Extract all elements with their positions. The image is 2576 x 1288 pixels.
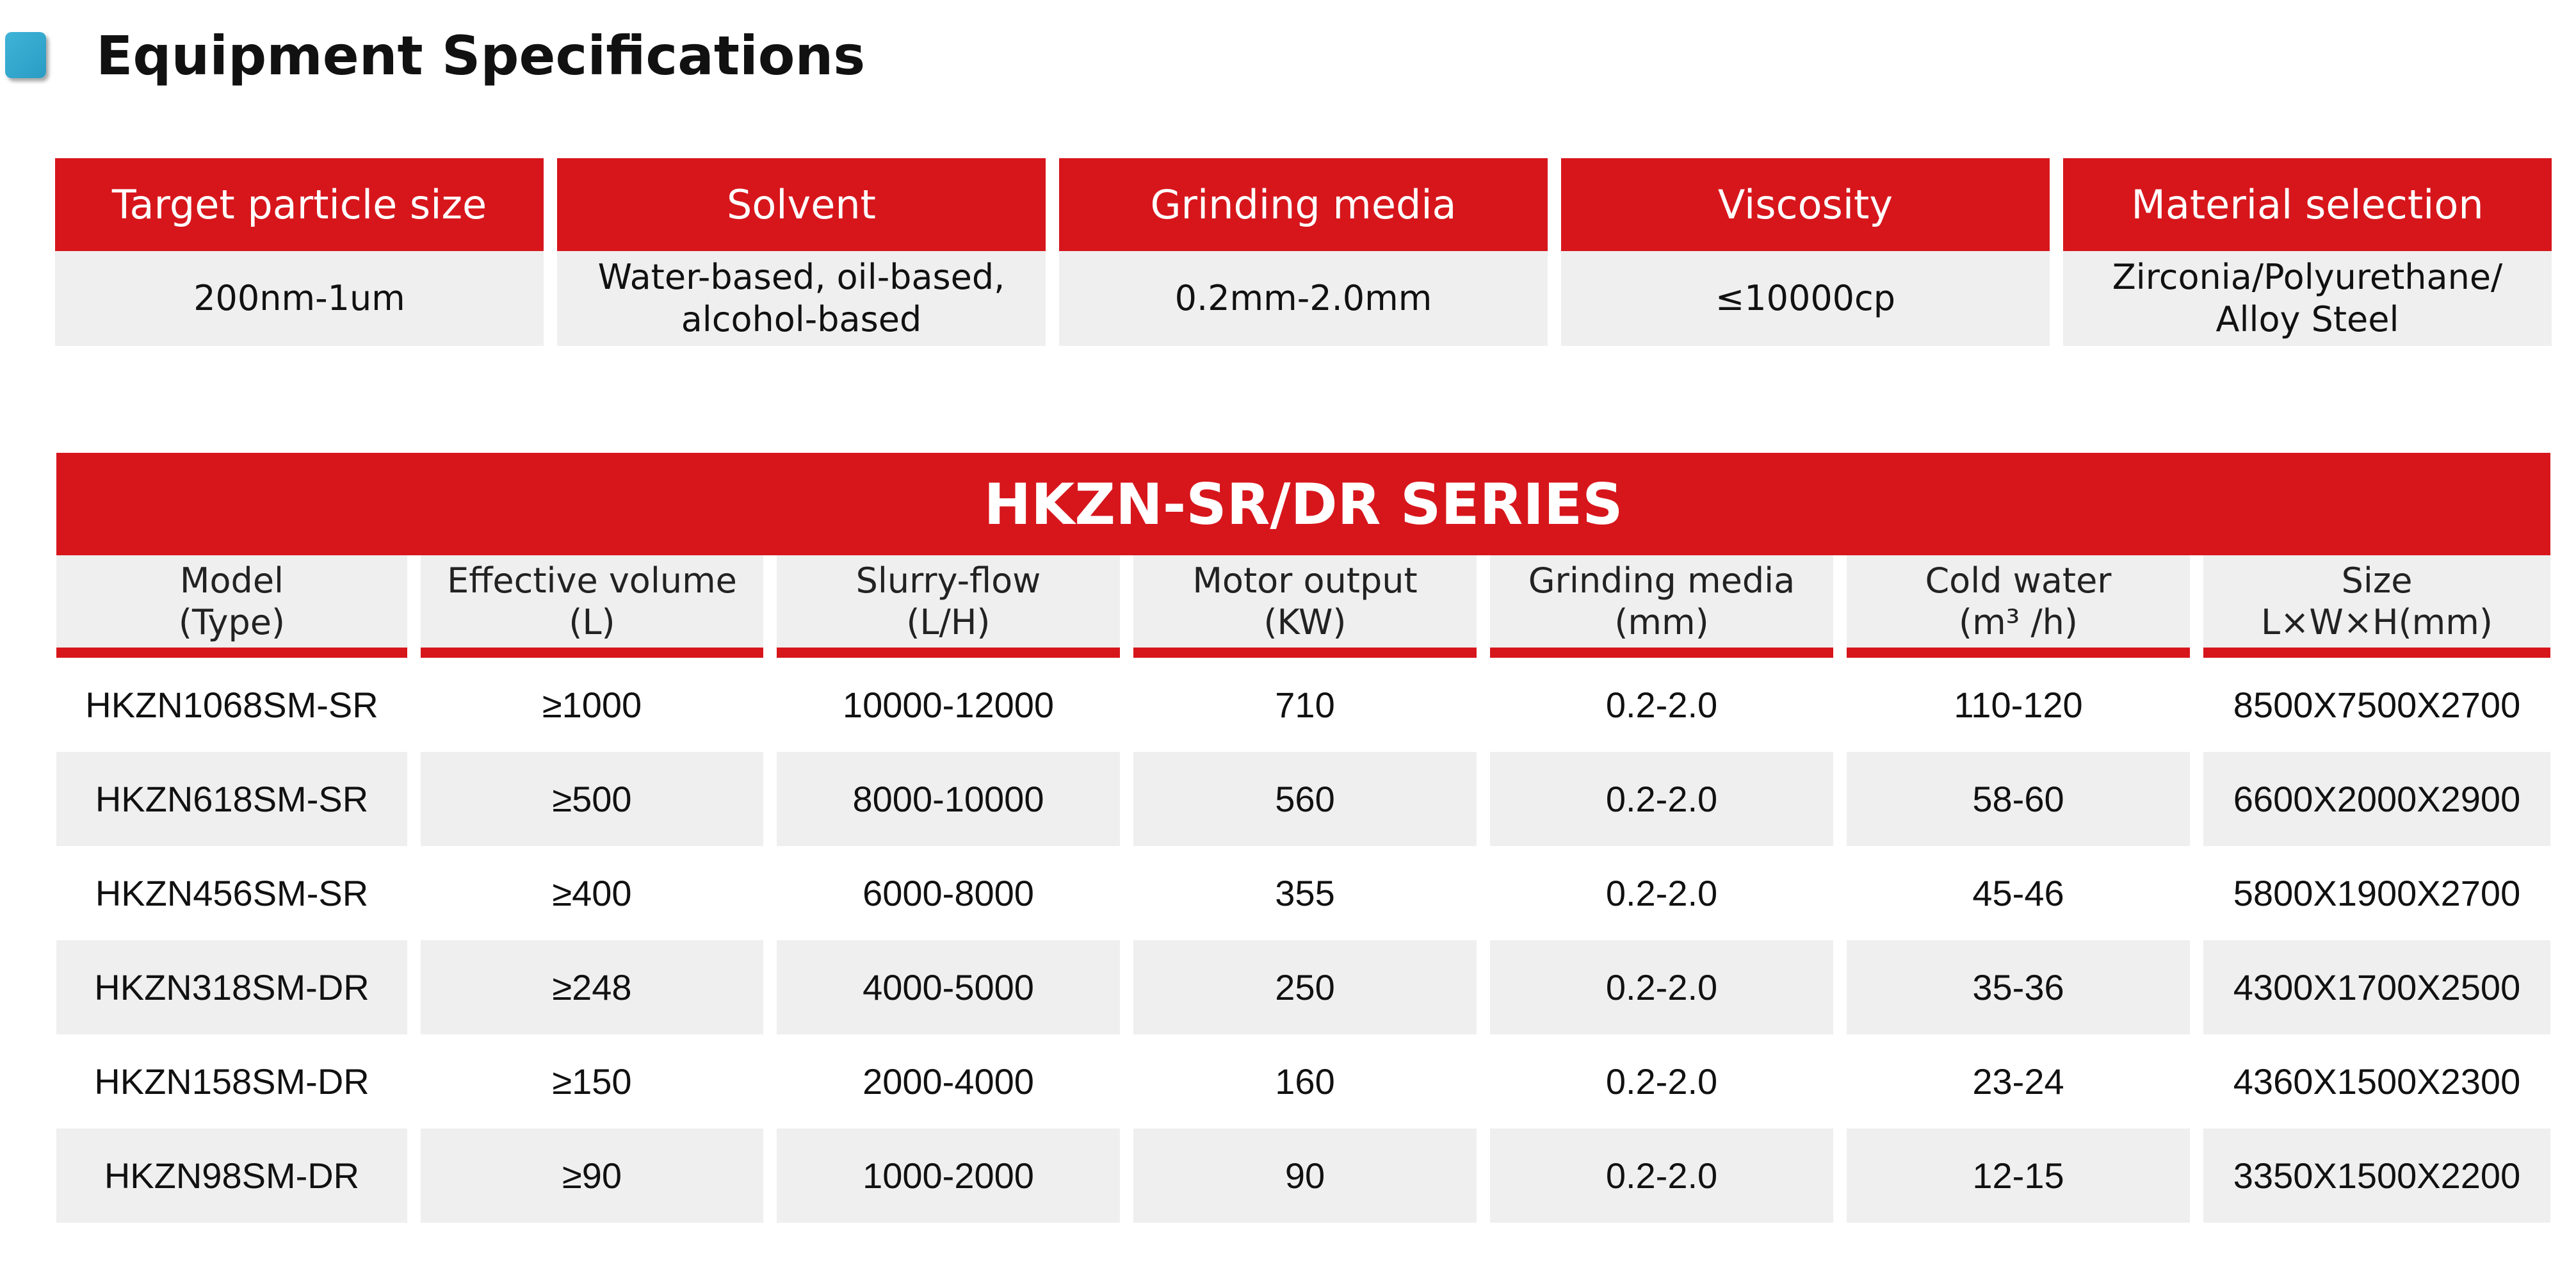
table-cell-motor: 710 — [1275, 685, 1335, 725]
table-cell-water: 12-15 — [1847, 1129, 2190, 1223]
column-header-model — [56, 555, 407, 658]
spec-value: 0.2mm-2.0mm — [1059, 251, 1548, 346]
table-cell-motor: 560 — [1133, 752, 1477, 846]
series-title: HKZN-SR/DR SERIES — [56, 453, 2550, 555]
table-cell-size: 5800X1900X2700 — [2233, 873, 2521, 913]
column-header-flow — [777, 555, 1120, 658]
table-cell-model: HKZN1068SM-SR — [85, 685, 378, 725]
column-header-line1: Grinding media — [1528, 560, 1795, 601]
table-cell-size: 6600X2000X2900 — [2203, 752, 2550, 846]
column-header-line2: (L) — [569, 602, 615, 642]
spec-value: Water-based, oil-based, alcohol-based — [557, 251, 1046, 346]
table-cell-flow: 10000-12000 — [842, 685, 1055, 725]
spec-label: Target particle size — [55, 158, 544, 251]
spec-card-viscosity — [1561, 158, 2050, 346]
table-cell-media: 0.2-2.0 — [1605, 873, 1718, 913]
table-cell-volume: ≥1000 — [542, 685, 642, 725]
column-header-line1: Model — [179, 560, 284, 601]
table-cell-flow: 2000-4000 — [863, 1061, 1034, 1102]
spec-cards — [55, 158, 2550, 346]
table-cell-media: 0.2-2.0 — [1605, 1061, 1718, 1102]
spec-label: Viscosity — [1561, 158, 2050, 251]
column-header-size — [2203, 555, 2550, 658]
column-header-line1: Size — [2341, 560, 2413, 601]
column-header-line1: Motor output — [1192, 560, 1418, 601]
column-header-line2: (Type) — [178, 602, 286, 642]
column-header-line2: (mm) — [1614, 602, 1709, 642]
spec-card-particle-size — [55, 158, 544, 346]
column-header-line2: (KW) — [1263, 602, 1347, 642]
table-cell-volume: ≥150 — [552, 1061, 632, 1102]
table-cell-size: 8500X7500X2700 — [2233, 685, 2521, 725]
column-header-line2: (m³ /h) — [1959, 602, 2078, 642]
column-header-volume — [421, 555, 763, 658]
table-cell-motor: 250 — [1133, 940, 1477, 1034]
table-cell-volume: ≥90 — [421, 1129, 763, 1223]
column-header-line2: L×W×H(mm) — [2261, 602, 2493, 642]
spec-label: Material selection — [2063, 158, 2552, 251]
spec-value: ≤10000cp — [1561, 251, 2050, 346]
column-header-line1: Effective volume — [447, 560, 737, 601]
table-cell-water: 45-46 — [1972, 873, 2064, 913]
spec-card-grinding-media — [1059, 158, 1548, 346]
table-cell-flow: 4000-5000 — [777, 940, 1120, 1034]
spec-value: Zirconia/Polyurethane/ Alloy Steel — [2063, 251, 2552, 346]
table-cell-water: 35-36 — [1847, 940, 2190, 1034]
spec-label: Grinding media — [1059, 158, 1548, 251]
section-marker-icon — [5, 32, 46, 78]
table-cell-model: HKZN158SM-DR — [94, 1061, 369, 1102]
table-cell-water: 58-60 — [1847, 752, 2190, 846]
table-cell-model: HKZN618SM-SR — [56, 752, 407, 846]
table-cell-size: 4360X1500X2300 — [2233, 1061, 2521, 1102]
table-cell-model: HKZN98SM-DR — [56, 1129, 407, 1223]
table-cell-volume: ≥248 — [421, 940, 763, 1034]
table-cell-water: 23-24 — [1972, 1061, 2064, 1102]
table-cell-volume: ≥500 — [421, 752, 763, 846]
table-cell-media: 0.2-2.0 — [1490, 752, 1833, 846]
spec-card-material — [2063, 158, 2552, 346]
table-cell-media: 0.2-2.0 — [1605, 685, 1718, 725]
table-cell-size: 4300X1700X2500 — [2203, 940, 2550, 1034]
table-cell-motor: 90 — [1133, 1129, 1477, 1223]
table-cell-water: 110-120 — [1954, 685, 2083, 725]
page-title: Equipment Specifications — [96, 24, 866, 87]
column-header-line1: Slurry-flow — [855, 560, 1041, 601]
table-cell-flow: 8000-10000 — [777, 752, 1120, 846]
section-header — [5, 24, 902, 87]
table-cell-flow: 6000-8000 — [863, 873, 1034, 913]
column-header-line1: Cold water — [1925, 560, 2112, 601]
table-cell-flow: 1000-2000 — [777, 1129, 1120, 1223]
spec-card-solvent — [557, 158, 1046, 346]
column-header-line2: (L/H) — [906, 602, 991, 642]
table-cell-volume: ≥400 — [552, 873, 632, 913]
column-header-water — [1847, 555, 2190, 658]
column-header-media — [1490, 555, 1833, 658]
table-cell-model: HKZN456SM-SR — [95, 873, 369, 913]
spec-label: Solvent — [557, 158, 1046, 251]
table-cell-motor: 160 — [1275, 1061, 1335, 1102]
spec-value: 200nm-1um — [55, 251, 544, 346]
table-cell-size: 3350X1500X2200 — [2203, 1129, 2550, 1223]
table-cell-media: 0.2-2.0 — [1490, 940, 1833, 1034]
table-cell-motor: 355 — [1275, 873, 1335, 913]
column-header-motor — [1133, 555, 1477, 658]
table-cell-media: 0.2-2.0 — [1490, 1129, 1833, 1223]
table-cell-model: HKZN318SM-DR — [56, 940, 407, 1034]
